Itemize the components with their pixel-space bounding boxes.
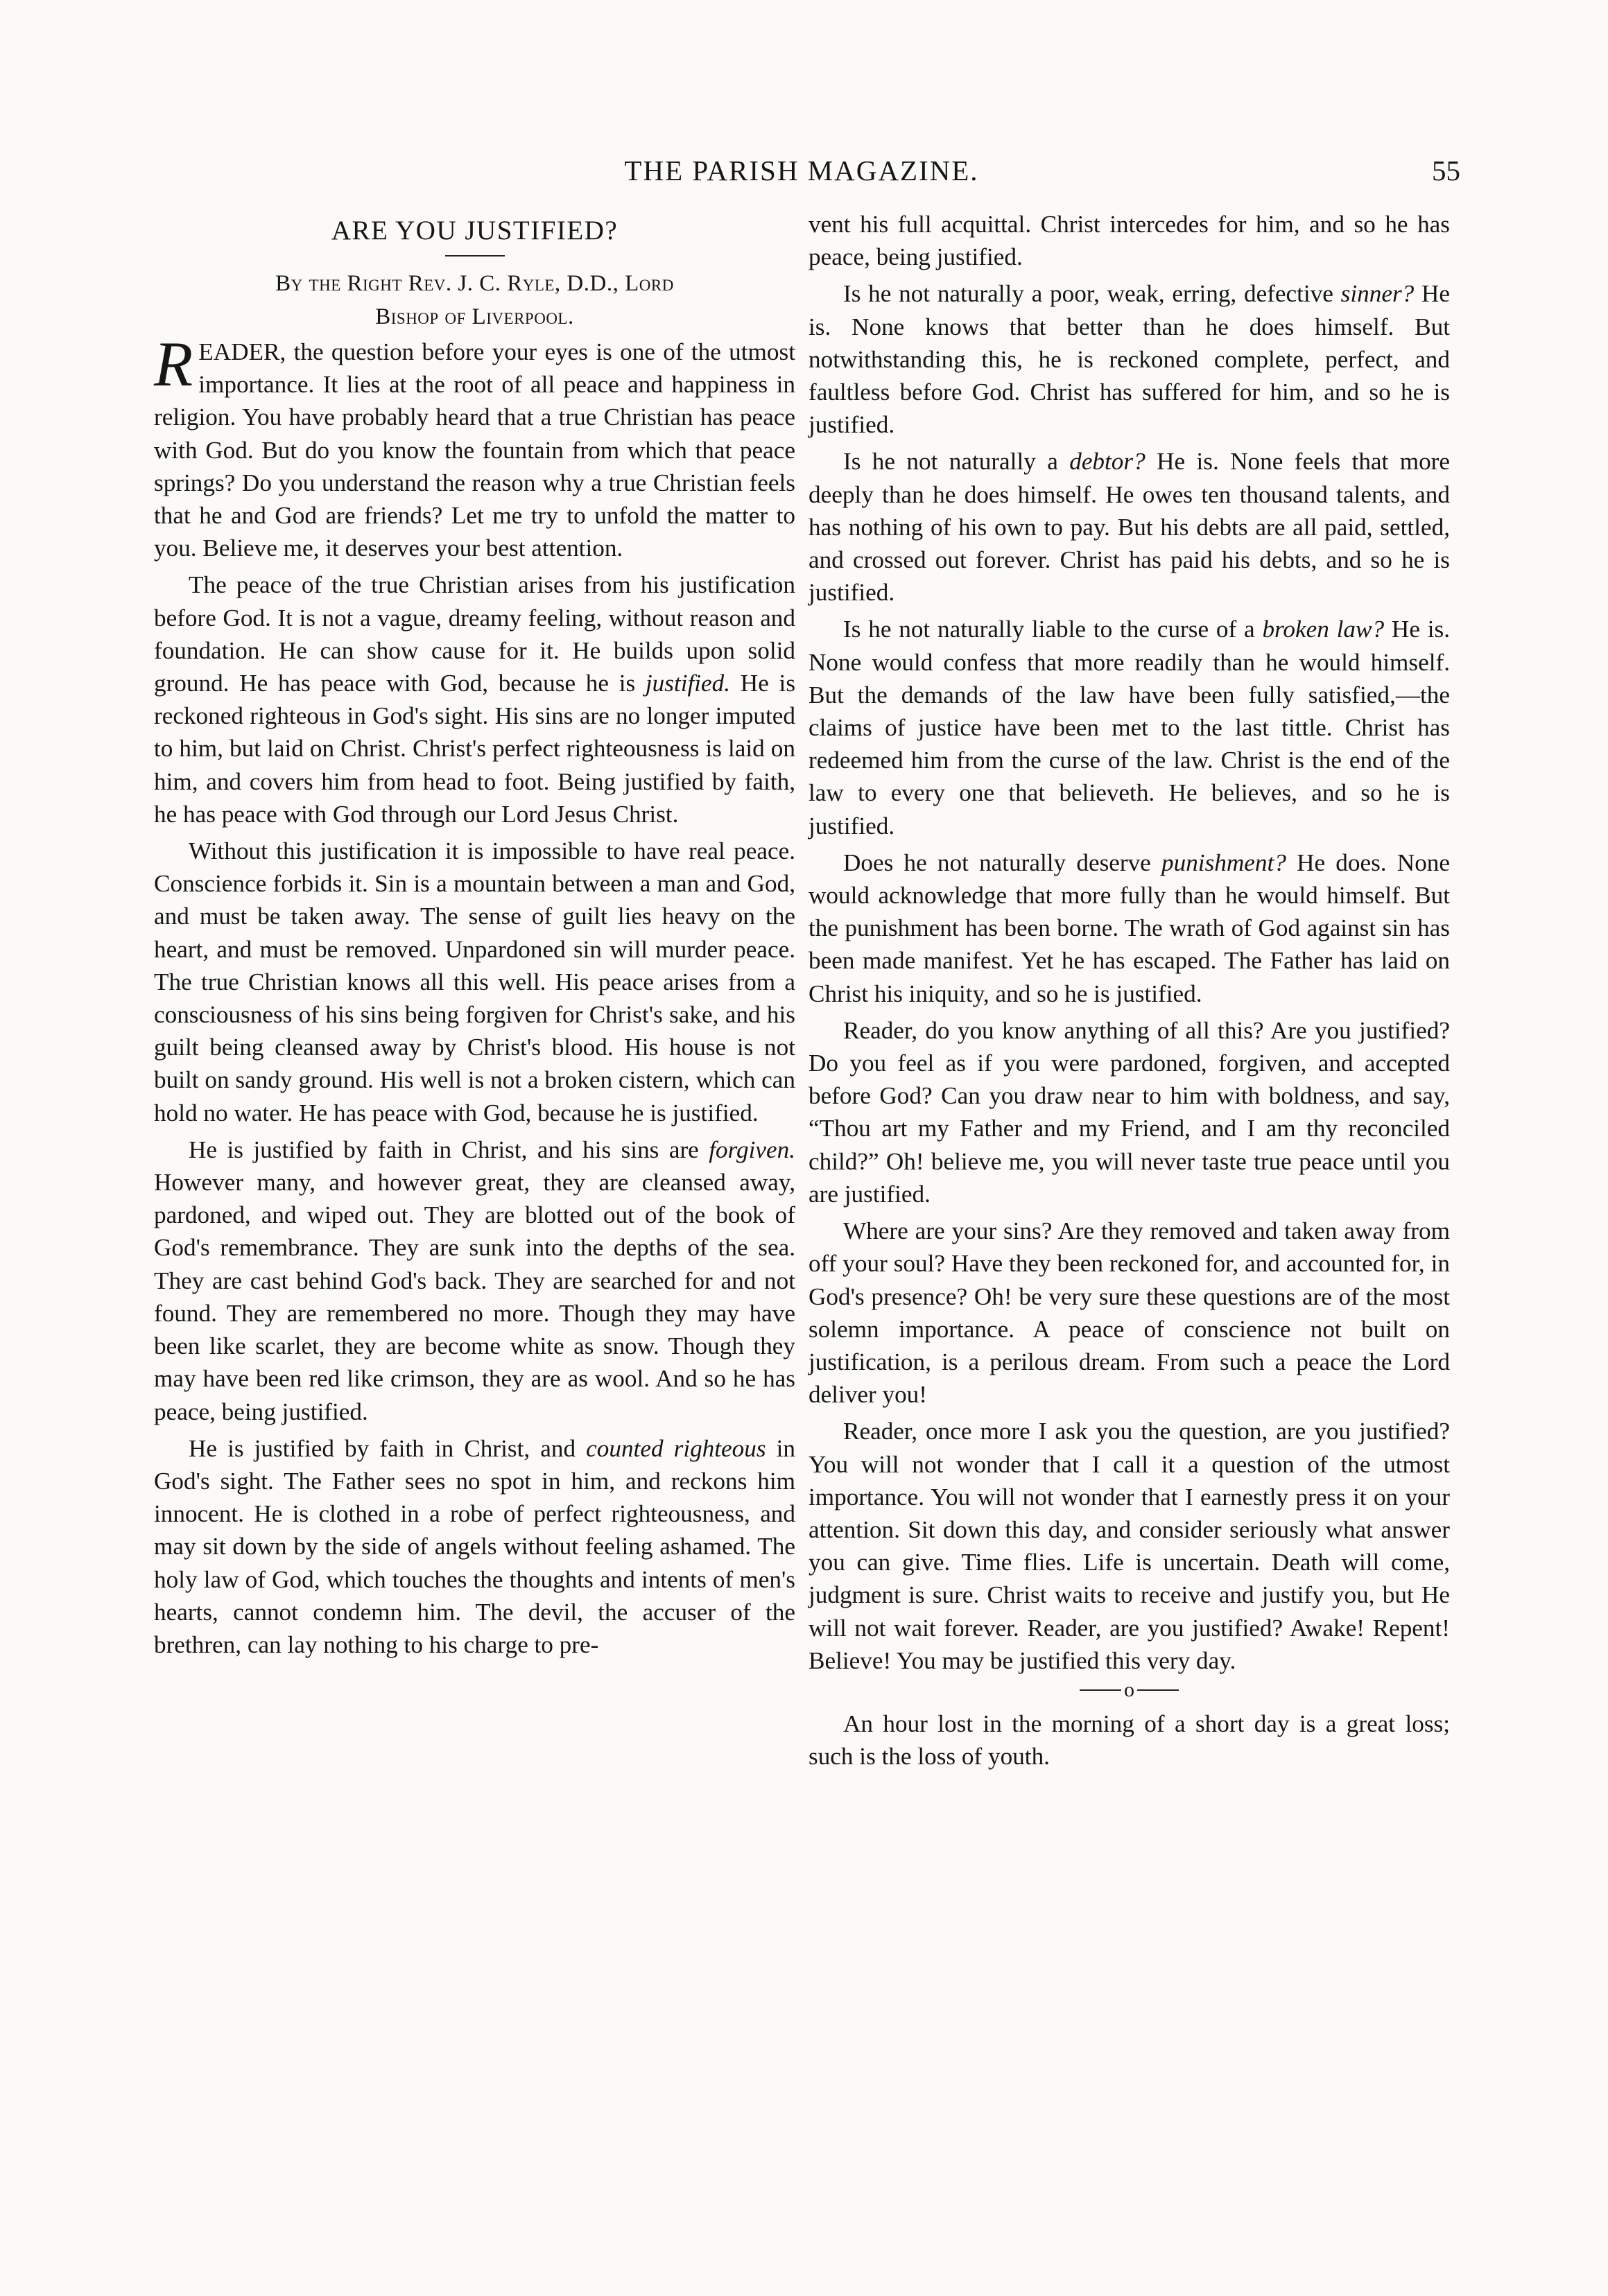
right-column (809, 208, 1450, 1773)
closing-paragraph: Reader, once more I ask you the question, are you justified? You will not wonder that I call it a question of the utmost importance. You will not wonder that I earnestly press it on your attention. Sit down this day, and consider seriously what answer you can give. Time flies. Life is uncertain. Death will come, judgment is sure. Christ waits to receive and justify you, but He will not wait forever. Reader, are you justified? Awake! Repent! Believe! You may be justified this very day. (809, 1418, 1450, 1674)
paragraph-4 (154, 1133, 795, 1428)
separator-line-right (1137, 1689, 1179, 1691)
broken-law-paragraph (809, 613, 1450, 842)
p5-text-a: He is justified by faith in Christ, and (189, 1434, 576, 1462)
sinner-paragraph (809, 277, 1450, 441)
magazine-title: THE PARISH MAGAZINE. (624, 155, 979, 186)
paragraph-2 (154, 568, 795, 830)
paragraph-3: Without this justification it is impossible to have real peace. Conscience forbids it. Sin is a mountain between a man and God, and must be taken away. The sense of guilt lies heavy on the heart, and must be removed. Unpardoned sin will murder peace. The true Christian knows all this well. His peace arises from a consciousness of his sins being forgiven for Christ's sake, and his guilt being cleansed away by Christ's blood. His house is not built on sandy ground. His well is not a broken cistern, which can hold no water. He has peace with God, because he is justified. (154, 837, 795, 1127)
drop-cap: R (154, 329, 193, 399)
p5-emphasis: counted righteous (586, 1434, 766, 1462)
byline-line-1: By the Right Rev. J. C. Ryle, D.D., Lord (275, 271, 674, 296)
r4-emphasis: punishment? (1161, 849, 1286, 876)
debtor-paragraph (809, 445, 1450, 609)
paragraph-1 (154, 329, 795, 564)
r1-text-b: He is. None knows that better than he does himself. But notwithstanding this, he is reckoned complete, perfect, and faultless before God. Christ has suffered for him, and so he is justified. (809, 280, 1451, 439)
r3-text-b: He is. None would confess that more readily than he would himself. But the demands of the law have been fully satisfied,—the claims of justice have been met to the last tittle. Christ has redeemed him from the curse of the law. Christ is the end of the law to every one that believeth. He believes, and so he is justified. (809, 616, 1451, 840)
r1-emphasis: sinner? (1340, 280, 1415, 308)
p5-text-b: in God's sight. The Father sees no spot in him, and reckons him innocent. He is clothed in a robe of perfect righteousness, and may sit down by the side of angels without feeling ashamed. The holy law of God, which touches the thoughts and intents of men's hearts, cannot condemn him. The devil, the accuser of the brethren, can lay nothing to his charge to pre- (154, 1434, 796, 1658)
separator-mark: o (1124, 1678, 1134, 1702)
left-column (154, 208, 795, 1661)
p4-emphasis: forgiven. (709, 1136, 795, 1163)
punishment-paragraph (809, 846, 1450, 1010)
r4-text-b: He does. None would acknowledge that more fully than he would himself. But the punishment has been borne. The wrath of God against sin has been made manifest. Yet he has escaped. The Father has laid on Christ his iniquity, and so he is justified. (809, 849, 1451, 1007)
reader-question-paragraph: Reader, do you know anything of all this? Are you justified? Do you feel as if you were pardoned, forgiven, and accepted before God? Can you draw near to him with boldness, and say, “Thou art my Father and my Friend, and I am thy reconciled child?” Oh! believe me, you will never taste true peace until you are justified. (809, 1016, 1450, 1208)
p4-text-b: However many, and however great, they are cleansed away, pardoned, and wiped out. They are blotted out of the book of God's remembrance. They are sunk into the depths of the sea. They are cast behind God's back. They are searched for and not found. They are remembered no more. Though they may have been like scarlet, they are become white as snow. Though they may have been red like crimson, they are as wool. And so he has peace, being justified. (154, 1169, 795, 1425)
r2-text-a: Is he not naturally a (843, 448, 1058, 476)
sins-paragraph: Where are your sins? Are they removed and taken away from off your soul? Have they been reckoned for, and accounted for, in God's presence? Oh! be very sure these questions are of the most solemn importance. A peace of conscience not built on justification, is a perilous dream. From such a peace the Lord deliver you! (809, 1217, 1450, 1409)
r3-text-a: Is he not naturally liable to the curse of a (843, 616, 1255, 643)
paragraph-1-text: EADER, the question before your eyes is one of the utmost importance. It lies at the root of all peace and happiness in religion. You have probably heard that a true Christian has peace with God. But do you know the fountain from which that peace springs? Do you understand the reason why a true Christian feels that he and God are friends? Let me try to unfold the matter to you. Believe me, it deserves your best attention. (154, 338, 795, 562)
r4-text-a: Does he not naturally deserve (843, 849, 1151, 876)
r3-emphasis: broken law? (1262, 616, 1385, 643)
page-number: 55 (1432, 155, 1460, 186)
r1-text-a: Is he not naturally a poor, weak, erring, defective (843, 280, 1333, 308)
filler-maxim: An hour lost in the morning of a short day is a great loss; such is the loss of youth. (809, 1710, 1450, 1771)
r2-emphasis: debtor? (1069, 448, 1146, 476)
running-header (143, 154, 1460, 202)
p2-emphasis: justified. (645, 670, 731, 697)
article-title: ARE YOU JUSTIFIED? (331, 216, 619, 245)
p2-text-a: The peace of the true Christian arises from his justification before God. It is not a vague, dreamy feeling, without reason and foundation. He can show cause for it. He builds upon solid ground. He has peace with God, because he is (154, 571, 795, 697)
p4-text-a: He is justified by faith in Christ, and his sins are (189, 1136, 699, 1163)
continuation-paragraph: vent his full acquittal. Christ intercedes for him, and so he has peace, being justified. (809, 211, 1450, 271)
separator-line-left (1080, 1689, 1121, 1691)
p2-text-b: He is reckoned righteous in God's sight. His sins are no longer imputed to him, but laid on Christ. Christ's perfect righteousness is laid on him, and covers him from head to foot. Being justified by faith, he has peace with God through our Lord Jesus Christ. (154, 670, 796, 828)
r2-text-b: He is. None feels that more deeply than he does himself. He owes ten thousand talents, and has nothing of his own to pay. But his debts are all paid, settled, and crossed out forever. Christ has paid his debts, and so he is justified. (809, 448, 1451, 607)
title-rule (445, 255, 505, 256)
paragraph-5 (154, 1432, 795, 1661)
section-separator (809, 1678, 1450, 1701)
byline-line-2: Bishop of Liverpool. (375, 304, 574, 329)
